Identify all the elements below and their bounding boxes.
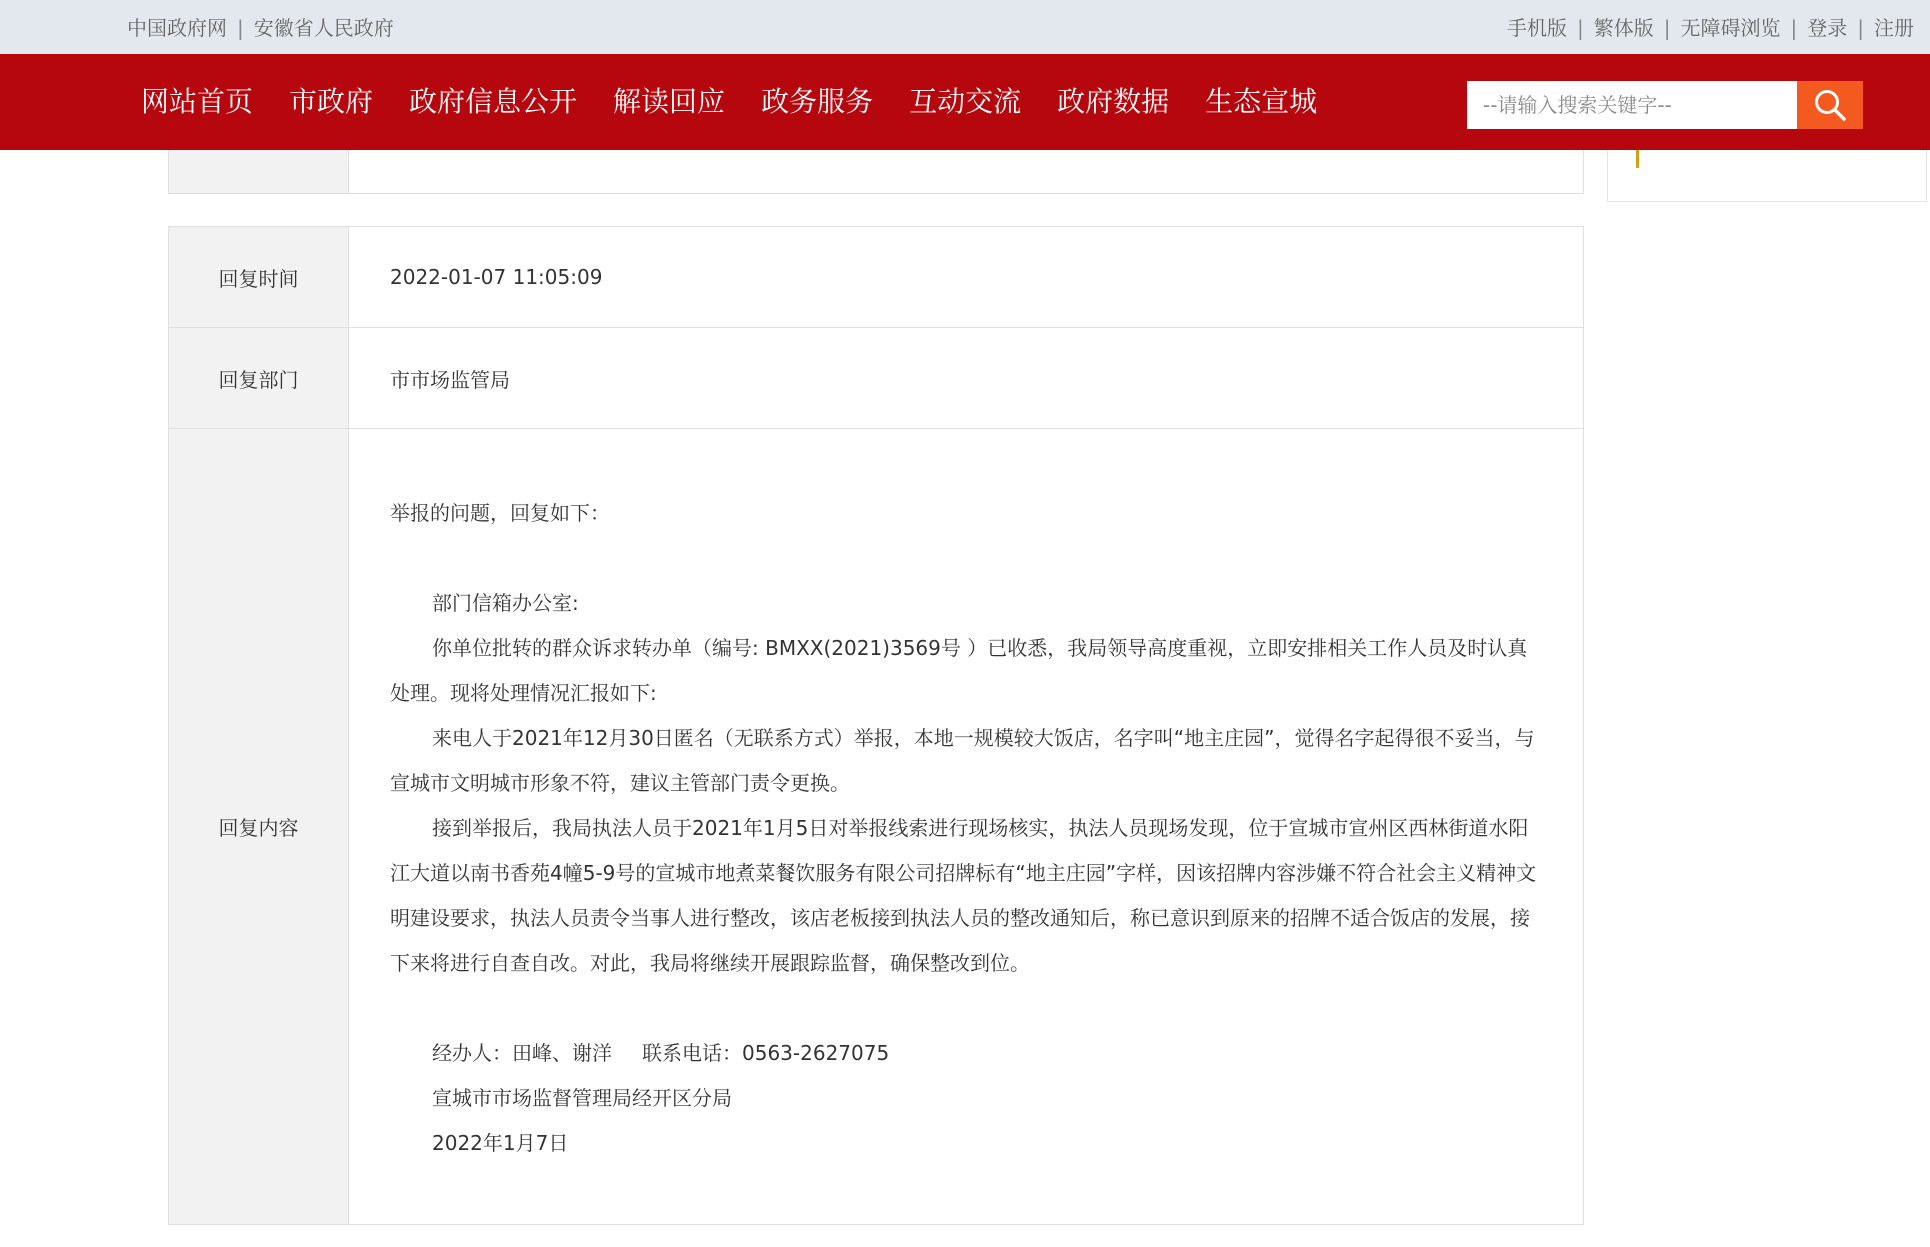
- reply-date: 2022年1月7日: [432, 1131, 569, 1155]
- link-mobile[interactable]: 手机版: [1507, 16, 1567, 40]
- reply-time-row: [169, 227, 1583, 328]
- search-icon: [1813, 88, 1847, 122]
- reply-content-row: [169, 429, 1583, 1224]
- reply-paragraph: 接到举报后，我局执法人员于2021年1月5日对举报线索进行现场核实，执法人员现场发现，位于宣城市宣州区西林街道水阳江大道以南书香苑4幢5-9号的宣城市地煮菜餐饮服务有限公司招牌标有“地主庄园”字样，因该招牌内容涉嫌不符合社会主义精神文明建设要求，执法人员责令当事人进行整改，该店老板接到执法人员的整改通知后，称已意识到原来的招牌不适合饭店的发展，接下来将进行自查自改。对此，我局将继续开展跟踪监督，确保整改到位。: [390, 816, 1537, 975]
- reply-paragraph: 来电人于2021年12月30日匿名（无联系方式）举报，本地一规模较大饭店，名字叫“地主庄园”，觉得名字起得很不妥当，与宣城市文明城市形象不符，建议主管部门责令更换。: [390, 726, 1535, 795]
- divider: |: [1577, 16, 1584, 40]
- nav-gov-services[interactable]: 政务服务: [761, 85, 874, 118]
- link-register[interactable]: 注册: [1874, 16, 1914, 40]
- link-china-gov[interactable]: 中国政府网: [127, 16, 227, 40]
- reply-salutation: 部门信箱办公室:: [432, 591, 579, 615]
- previous-label-cell: [169, 150, 349, 193]
- nav-interaction[interactable]: 互动交流: [909, 85, 1022, 118]
- main-navbar: [0, 54, 1930, 150]
- divider: |: [1857, 16, 1864, 40]
- reply-signature-contacts: [390, 1031, 1543, 1076]
- search-button[interactable]: [1797, 81, 1863, 129]
- reply-intro: 举报的问题，回复如下：: [390, 501, 610, 525]
- link-traditional[interactable]: 繁体版: [1593, 16, 1654, 40]
- reply-content-label: 回复内容: [169, 429, 349, 1224]
- reply-dept-row: [169, 328, 1583, 429]
- divider: |: [237, 16, 244, 40]
- top-utility-bar: [0, 0, 1930, 54]
- reply-dept-value: 市市场监管局: [390, 367, 510, 392]
- reply-time-label: 回复时间: [169, 227, 349, 327]
- divider: |: [1663, 16, 1671, 40]
- reply-paragraph: 你单位批转的群众诉求转办单（编号: BMXX(2021)3569号 ）已收悉，我局领导高度重视，立即安排相关工作人员及时认真处理。现将处理情况汇报如下:: [390, 636, 1528, 705]
- reply-dept-label: 回复部门: [169, 328, 349, 428]
- nav-eco-xuancheng[interactable]: 生态宣城: [1205, 85, 1318, 118]
- divider: |: [1790, 16, 1798, 40]
- spacer: [390, 986, 1543, 1031]
- nav-interpretation[interactable]: 解读回应: [613, 85, 726, 118]
- reply-content-body: [349, 429, 1583, 1224]
- reply-handler: 经办人：田峰、谢洋: [432, 1041, 612, 1065]
- search-box: [1467, 81, 1863, 129]
- sidebar-accent-mark: [1636, 150, 1639, 168]
- link-login[interactable]: 登录: [1807, 16, 1848, 40]
- sidebar-box: [1607, 150, 1927, 202]
- previous-table-fragment: [168, 150, 1584, 194]
- nav-gov-data[interactable]: 政府数据: [1057, 85, 1170, 118]
- link-accessibility[interactable]: 无障碍浏览: [1680, 16, 1781, 40]
- reply-table: [168, 226, 1584, 1225]
- nav-city-government[interactable]: 市政府: [289, 85, 374, 118]
- top-links-left: [127, 12, 394, 41]
- spacer: [390, 536, 1543, 581]
- nav-info-disclosure[interactable]: 政府信息公开: [409, 85, 578, 118]
- nav-home[interactable]: 网站首页: [141, 85, 254, 118]
- main-nav: [141, 54, 1353, 150]
- link-anhui-gov[interactable]: 安徽省人民政府: [253, 16, 394, 40]
- reply-phone: 联系电话：0563-2627075: [642, 1041, 890, 1065]
- reply-time-value: 2022-01-07 11:05:09: [390, 265, 603, 289]
- reply-organization: 宣城市市场监督管理局经开区分局: [432, 1086, 732, 1110]
- top-links-right: [1507, 12, 1914, 41]
- search-input[interactable]: [1467, 81, 1797, 129]
